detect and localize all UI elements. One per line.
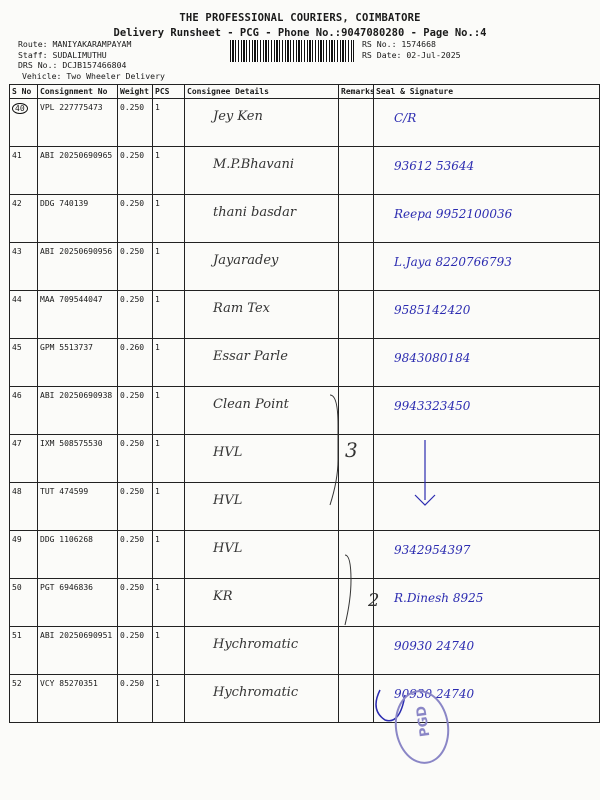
cell-pcs: 1	[153, 483, 185, 531]
cell-consignee: Jayaradey	[185, 243, 339, 291]
cell-signature: 9943323450	[374, 387, 600, 435]
cell-sno: 44	[10, 291, 38, 339]
cell-signature: 90930 24740	[374, 675, 600, 723]
cell-consignee: Hychromatic	[185, 627, 339, 675]
cell-signature: C/R	[374, 99, 600, 147]
cell-consignee: KR	[185, 579, 339, 627]
cell-signature: 9843080184	[374, 339, 600, 387]
cell-consignee: Clean Point	[185, 387, 339, 435]
cell-sno: 42	[10, 195, 38, 243]
cell-sno: 46	[10, 387, 38, 435]
cell-signature: 9585142420	[374, 291, 600, 339]
cell-consignee: HVL	[185, 531, 339, 579]
cell-consignee: HVL	[185, 483, 339, 531]
cell-consignee: Jey Ken	[185, 99, 339, 147]
bracket-count-3: 3	[345, 438, 358, 462]
cell-weight: 0.250	[118, 579, 153, 627]
cell-pcs: 1	[153, 627, 185, 675]
cell-sno: 51	[10, 627, 38, 675]
cell-consignee: thani basdar	[185, 195, 339, 243]
cell-consignment: GPM 5513737	[38, 339, 118, 387]
cell-pcs: 1	[153, 243, 185, 291]
rs-no-text: RS No.: 1574668	[362, 39, 436, 49]
col-consignee: Consignee Details	[185, 85, 339, 99]
cell-sno: 40	[10, 99, 38, 147]
cell-weight: 0.250	[118, 675, 153, 723]
cell-weight: 0.250	[118, 243, 153, 291]
col-signature: Seal & Signature	[374, 85, 600, 99]
cell-signature: L.Jaya 8220766793	[374, 243, 600, 291]
cell-consignment: PGT 6946836	[38, 579, 118, 627]
col-sno: S No	[10, 85, 38, 99]
cell-weight: 0.250	[118, 531, 153, 579]
col-weight: Weight	[118, 85, 153, 99]
staff-text: Staff: SUDALIMUTHU	[18, 49, 107, 60]
cell-consignment: MAA 709544047	[38, 291, 118, 339]
rs-date-text: RS Date: 02-Jul-2025	[362, 49, 461, 60]
cell-signature: R.Dinesh 8925	[374, 579, 600, 627]
ink-arrow	[415, 440, 435, 505]
bracket-47-49	[330, 395, 338, 505]
cell-consignee: Hychromatic	[185, 675, 339, 723]
cell-sno: 41	[10, 147, 38, 195]
pgd-stamp: PGD	[390, 687, 454, 768]
cell-consignment: ABI 20250690938	[38, 387, 118, 435]
drs-text: DRS No.: DCJB157466804	[18, 60, 127, 70]
route-text: Route: MANIYAKARAMPAYAM	[18, 39, 132, 49]
cell-weight: 0.250	[118, 195, 153, 243]
cell-consignee: Ram Tex	[185, 291, 339, 339]
cell-pcs: 1	[153, 195, 185, 243]
vehicle-text: Vehicle: Two Wheeler Delivery	[22, 70, 165, 81]
cell-sno: 52	[10, 675, 38, 723]
cell-weight: 0.250	[118, 291, 153, 339]
col-consignment: Consignment No	[38, 85, 118, 99]
cell-pcs: 1	[153, 435, 185, 483]
cell-sno: 43	[10, 243, 38, 291]
cell-sno: 50	[10, 579, 38, 627]
cell-pcs: 1	[153, 147, 185, 195]
cell-consignment: VPL 227775473	[38, 99, 118, 147]
cell-pcs: 1	[153, 99, 185, 147]
cell-pcs: 1	[153, 339, 185, 387]
cell-weight: 0.250	[118, 435, 153, 483]
bracket-51-52	[345, 555, 351, 625]
cell-signature: 90930 24740	[374, 627, 600, 675]
bracket-count-2: 2	[368, 590, 380, 611]
cell-sno: 45	[10, 339, 38, 387]
cell-weight: 0.250	[118, 387, 153, 435]
cell-consignment: DDG 1106268	[38, 531, 118, 579]
cell-consignment: DDG 740139	[38, 195, 118, 243]
cell-consignment: ABI 20250690965	[38, 147, 118, 195]
cell-consignment: VCY 85270351	[38, 675, 118, 723]
col-remarks: Remarks	[339, 85, 374, 99]
cell-consignment: ABI 20250690951	[38, 627, 118, 675]
cell-pcs: 1	[153, 675, 185, 723]
cell-consignee: HVL	[185, 435, 339, 483]
cell-consignee: M.P.Bhavani	[185, 147, 339, 195]
cell-sno: 48	[10, 483, 38, 531]
cell-pcs: 1	[153, 291, 185, 339]
cell-weight: 0.250	[118, 483, 153, 531]
cell-pcs: 1	[153, 579, 185, 627]
cell-signature: 9342954397	[374, 531, 600, 579]
cell-pcs: 1	[153, 387, 185, 435]
cell-consignee: Essar Parle	[185, 339, 339, 387]
cell-weight: 0.250	[118, 627, 153, 675]
cell-consignment: IXM 508575530	[38, 435, 118, 483]
cell-signature: Reepa 9952100036	[374, 195, 600, 243]
cell-sno: 47	[10, 435, 38, 483]
cell-sno: 49	[10, 531, 38, 579]
cell-pcs: 1	[153, 531, 185, 579]
runsheet-subtitle: Delivery Runsheet - PCG - Phone No.:9047080280 - Page No.:4	[113, 27, 487, 39]
cell-weight: 0.250	[118, 147, 153, 195]
cell-weight: 0.250	[118, 99, 153, 147]
cell-weight: 0.260	[118, 339, 153, 387]
cell-consignment: ABI 20250690956	[38, 243, 118, 291]
cell-consignment: TUT 474599	[38, 483, 118, 531]
cell-signature: 93612 53644	[374, 147, 600, 195]
col-pcs: PCS	[153, 85, 185, 99]
company-title: THE PROFESSIONAL COURIERS, COIMBATORE	[179, 12, 421, 24]
